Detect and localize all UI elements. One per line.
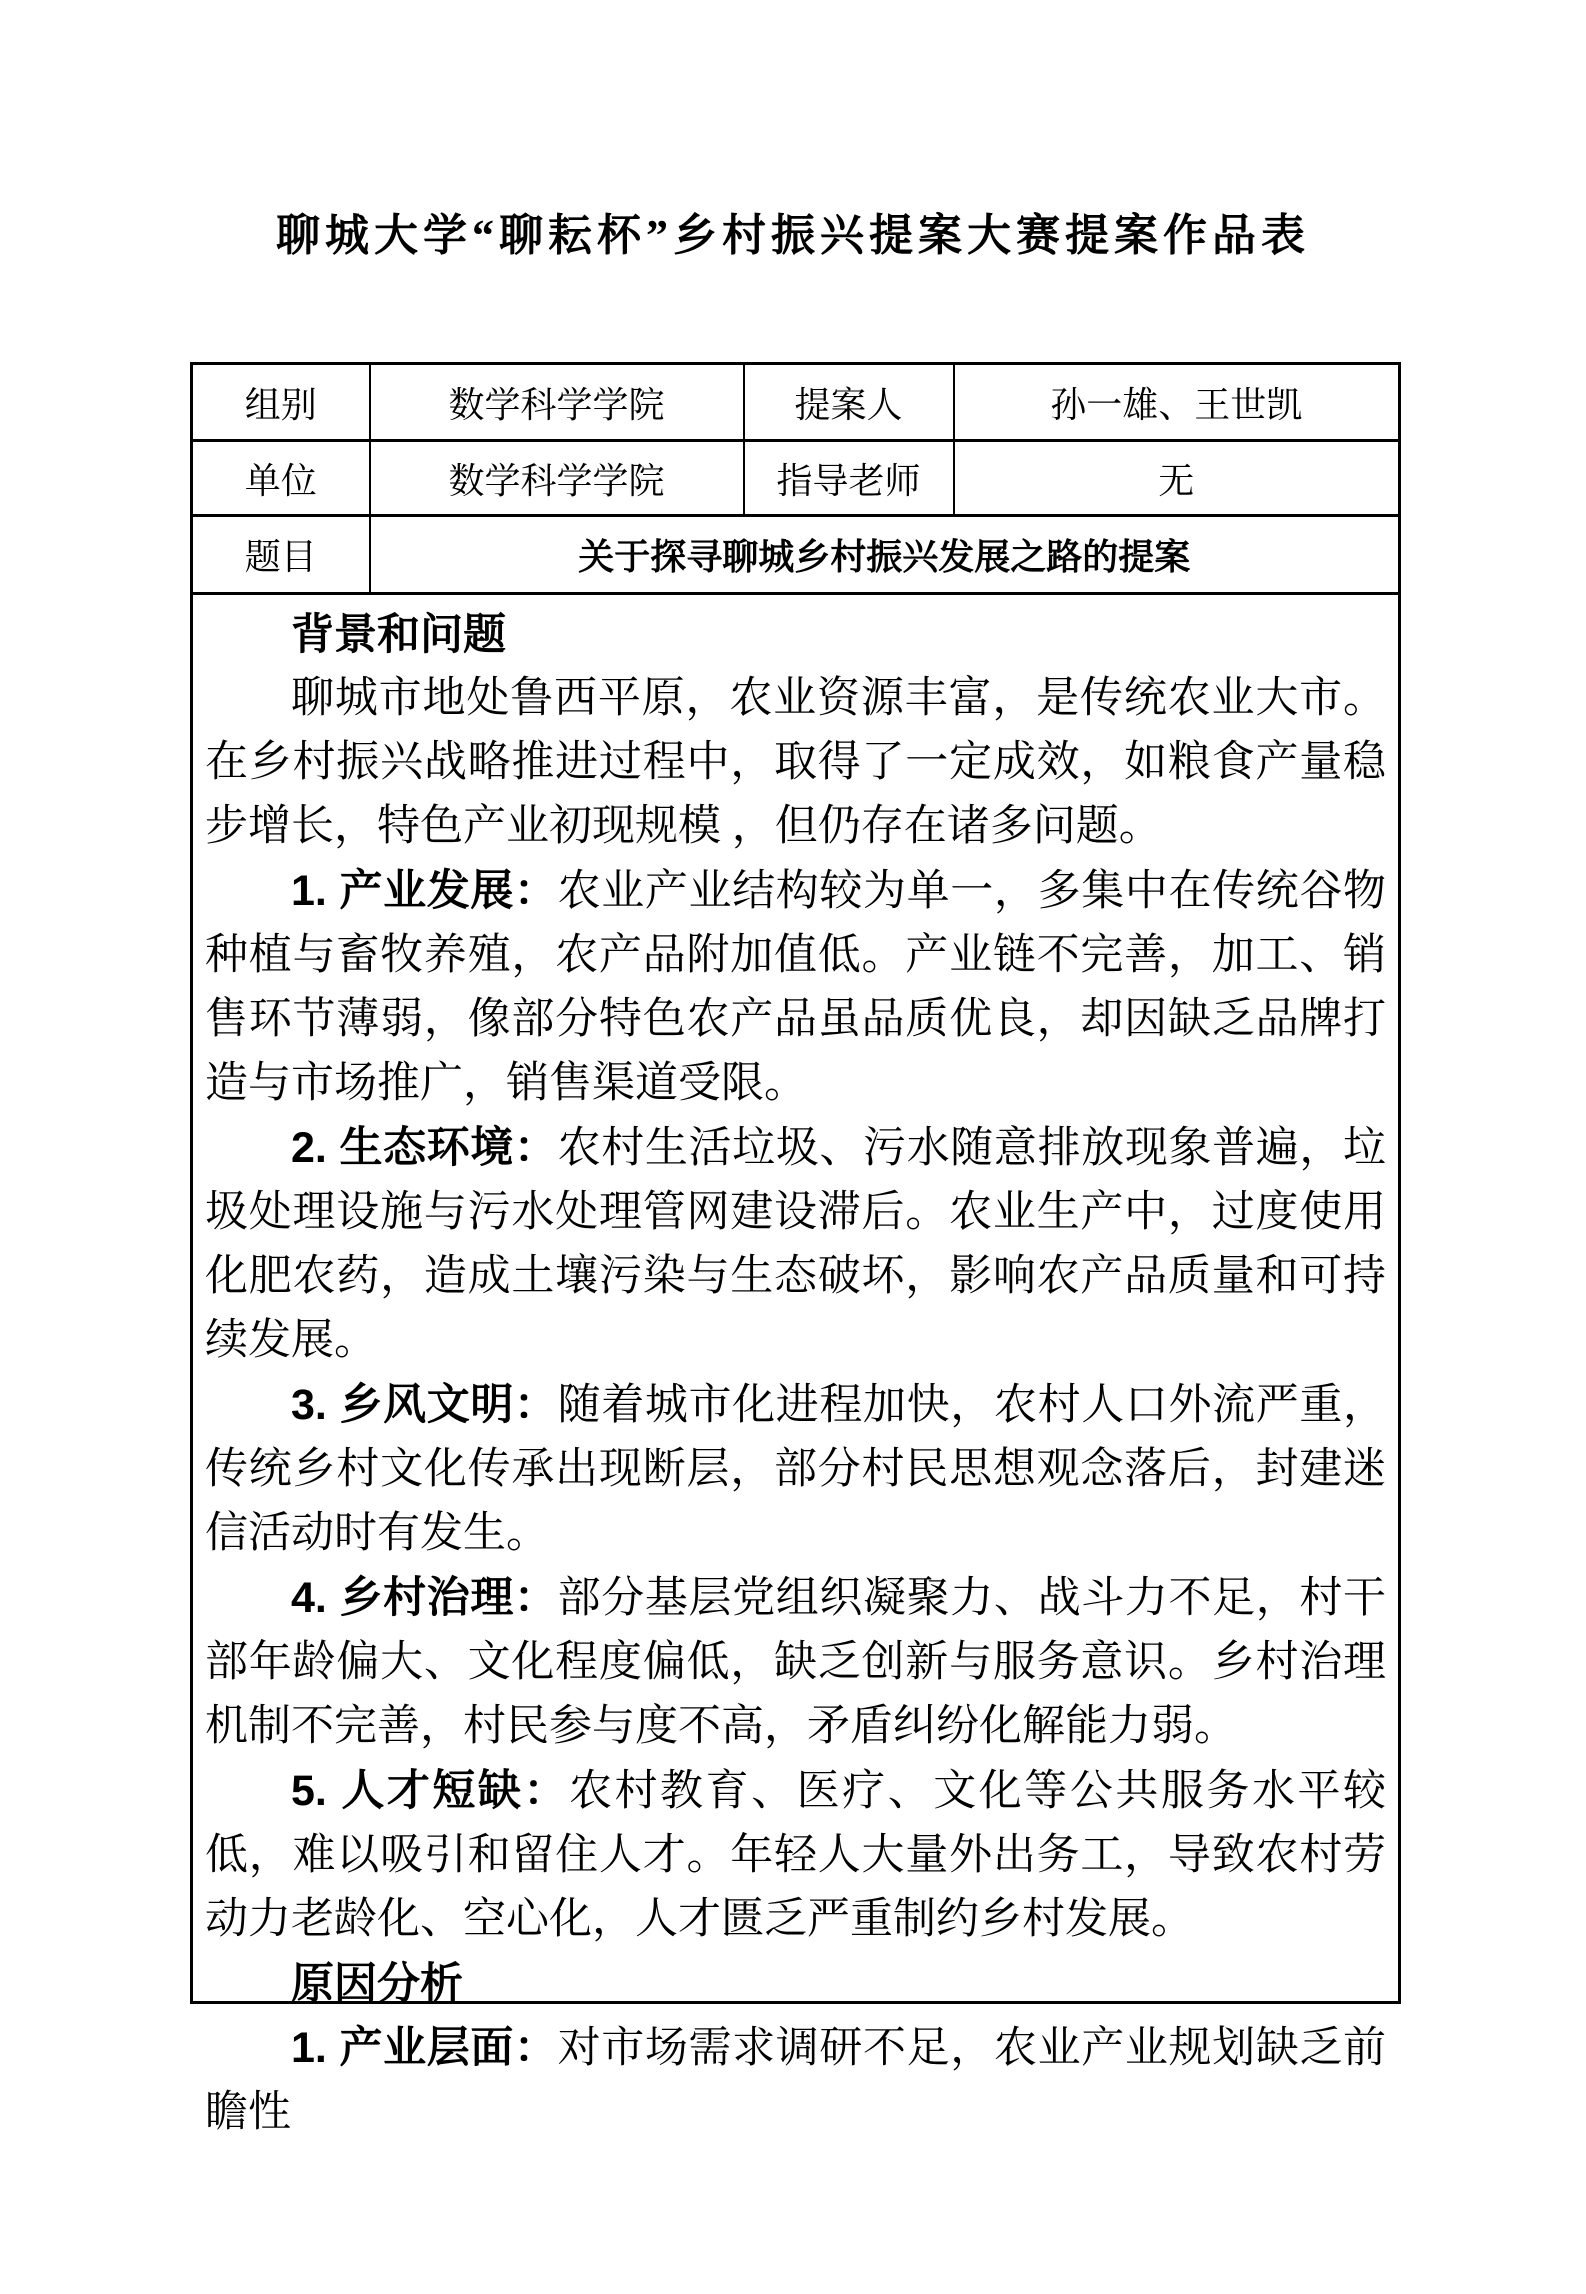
advisor-label: 指导老师 [744, 441, 954, 516]
problem-paragraph-5 [205, 1759, 1386, 1952]
cause-paragraph-1 [205, 2016, 1386, 2145]
group-label: 组别 [192, 364, 370, 441]
page-title: 聊城大学“聊耘杯”乡村振兴提案大赛提案作品表 [276, 211, 1310, 260]
problem-paragraph-4 [205, 1566, 1386, 1759]
form-row-content [192, 594, 1400, 2003]
group-value: 数学科学学院 [370, 364, 744, 441]
proposal-form-table [190, 362, 1401, 2136]
background-intro-text: 聊城市地处鲁西平原，农业资源丰富，是传统农业大市。在乡村振兴战略推进过程中，取得了一定成效，如粮食产量稳步增长，特色产业初现规模 ，但仍存在诸多问题。 [205, 675, 1386, 850]
proposer-value: 孙一雄、王世凯 [954, 364, 1400, 441]
problem-5-head: 5. 人才短缺： [291, 1767, 569, 1815]
unit-value: 数学科学学院 [370, 441, 744, 516]
topic-label: 题目 [192, 516, 370, 594]
problem-1-head: 1. 产业发展： [291, 867, 558, 915]
content-box [193, 595, 1398, 2136]
problem-paragraph-3 [205, 1373, 1386, 1566]
problem-4-head: 4. 乡村治理： [291, 1574, 558, 1622]
cause-heading: 原因分析 [291, 1960, 463, 2008]
cause-1-text: 对市场需求调研不足，农业产业规划缺乏前瞻性 [205, 2025, 1386, 2136]
problem-1-text: 农业产业结构较为单一，多集中在传统谷物种植与畜牧养殖，农产品附加值低。产业链不完善，加工、销售环节薄弱，像部分特色农产品虽品质优良，却因缺乏品牌打造与市场推广，销售渠道受限。 [205, 868, 1386, 1107]
form-row-group [192, 364, 1400, 441]
problem-2-text: 农村生活垃圾、污水随意排放现象普遍，垃圾处理设施与污水处理管网建设滞后。农业生产中，过度使用化肥农药，造成土壤污染与生态破坏，影响农产品质量和可持续发展。 [205, 1125, 1386, 1364]
problem-4-text: 部分基层党组织凝聚力、战斗力不足，村干部年龄偏大、文化程度偏低，缺乏创新与服务意识。乡村治理机制不完善，村民参与度不高，矛盾纠纷化解能力弱。 [205, 1575, 1386, 1750]
background-heading: 背景和问题 [291, 611, 506, 659]
form-row-unit [192, 441, 1400, 516]
form-row-topic [192, 516, 1400, 594]
content-cell [192, 594, 1400, 2136]
problem-paragraph-1 [205, 859, 1386, 1116]
unit-label: 单位 [192, 441, 370, 516]
proposer-label: 提案人 [744, 364, 954, 441]
topic-value: 关于探寻聊城乡村振兴发展之路的提案 [370, 516, 1400, 594]
problem-2-head: 2. 生态环境： [291, 1124, 558, 1172]
problem-3-head: 3. 乡风文明： [291, 1381, 558, 1429]
background-intro-paragraph [205, 667, 1386, 859]
cause-1-head: 1. 产业层面： [291, 2024, 558, 2072]
advisor-value: 无 [954, 441, 1400, 516]
problem-5-text: 农村教育、医疗、文化等公共服务水平较低，难以吸引和留住人才。年轻人大量外出务工，导致农村劳动力老龄化、空心化，人才匮乏严重制约乡村发展。 [205, 1768, 1387, 1943]
problem-paragraph-2 [205, 1116, 1386, 1373]
problem-3-text: 随着城市化进程加快，农村人口外流严重，传统乡村文化传承出现断层，部分村民思想观念落后，封建迷信活动时有发生。 [205, 1382, 1386, 1557]
